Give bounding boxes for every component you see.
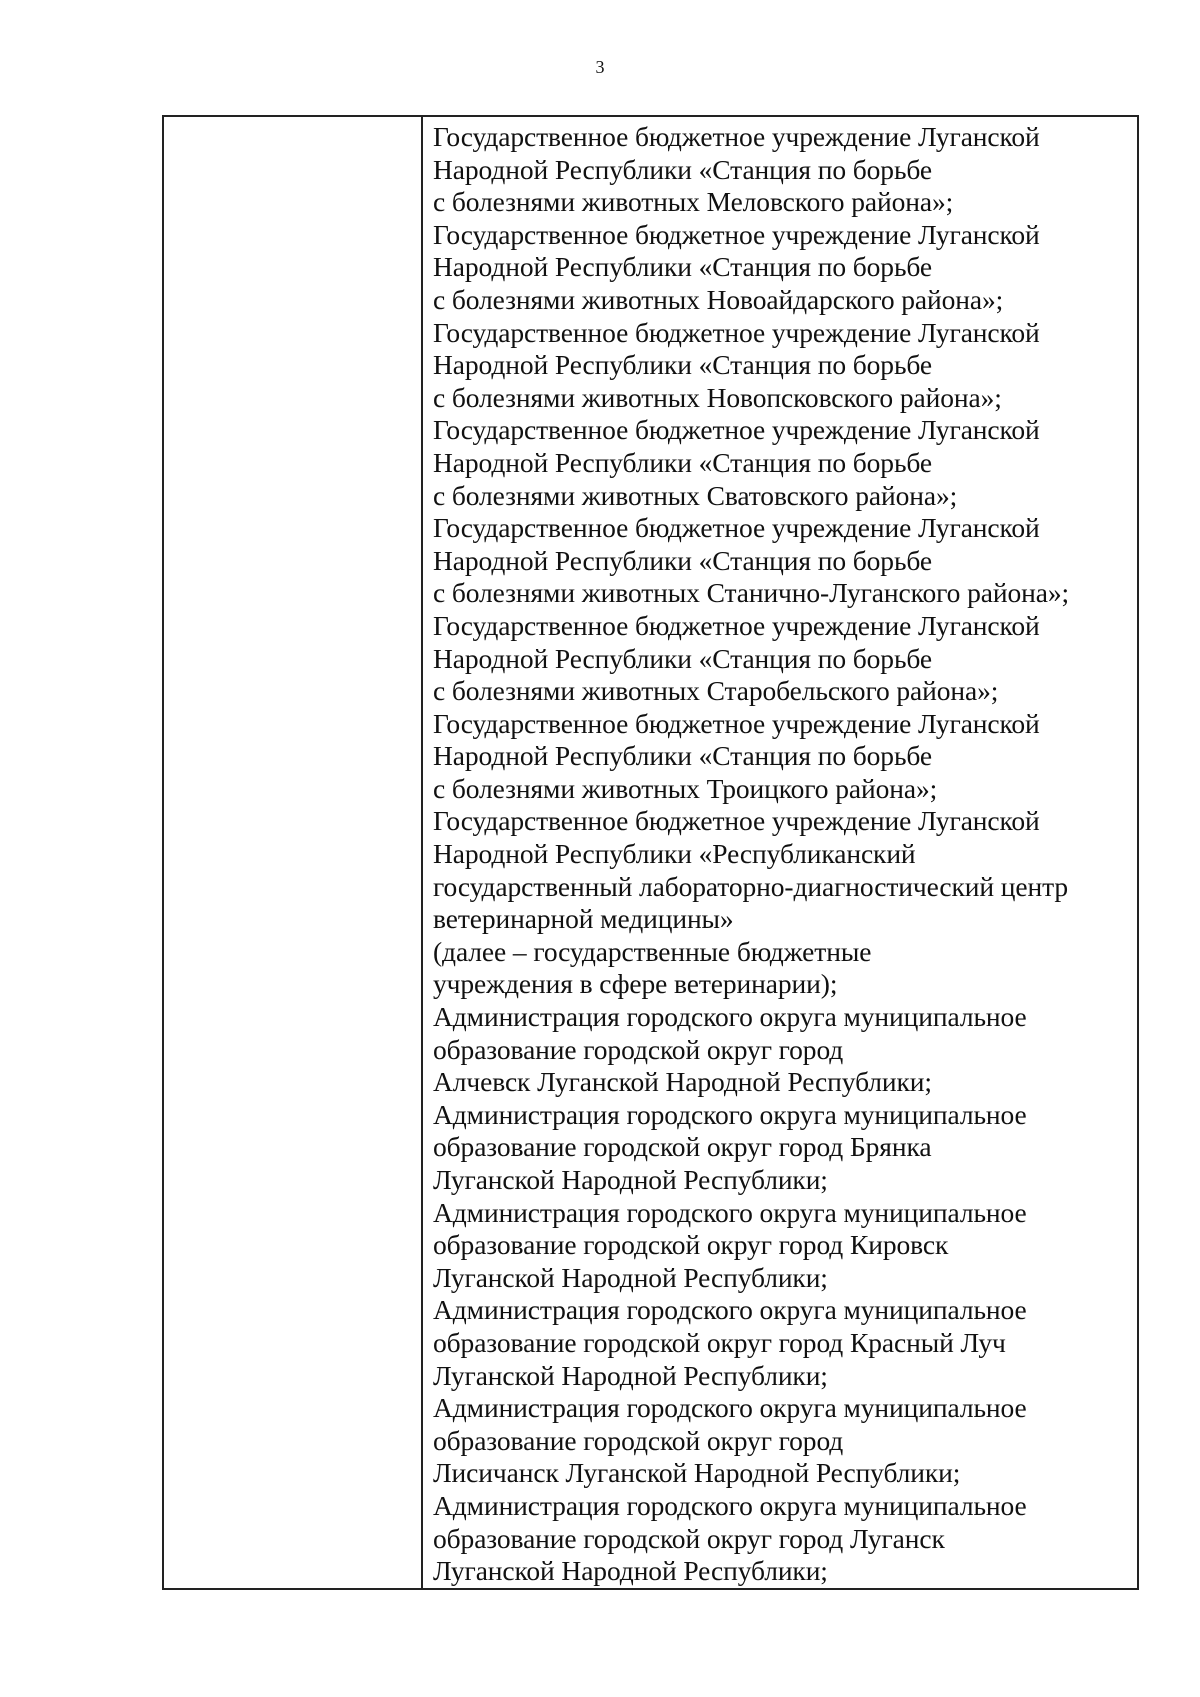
text-line: Государственное бюджетное учреждение Луганской xyxy=(433,512,1040,544)
text-line: образование городской округ город xyxy=(433,1033,844,1065)
text-line: Луганской Народной Республики; xyxy=(433,1164,828,1195)
text-line: Народной Республики «Станция по борьбе xyxy=(433,740,933,772)
text-line: образование городской округ город Кировск xyxy=(433,1229,949,1261)
text-line: Луганской Народной Республики; xyxy=(433,1555,828,1587)
text-line: с болезнями животных Троицкого района»; xyxy=(433,772,938,804)
text-line: Государственное бюджетное учреждение Луганской xyxy=(433,414,1040,446)
table-cell-left xyxy=(163,116,422,1589)
text-line: Народной Республики «Станция по борьбе xyxy=(433,153,933,185)
text-line: Народной Республики «Республиканский xyxy=(433,838,916,870)
text-line: (далее – государственные бюджетные xyxy=(433,935,872,967)
text-line: Администрация городского округа муниципальное xyxy=(433,1001,1027,1033)
text-line: образование городской округ город Красный Луч xyxy=(433,1326,1006,1358)
text-line: Государственное бюджетное учреждение Луганской xyxy=(433,121,1040,152)
text-line: Государственное бюджетное учреждение Луганской xyxy=(433,609,1040,641)
text-line: Луганской Народной Республики; xyxy=(433,1359,828,1391)
text-line: Администрация городского округа муниципальное xyxy=(433,1392,1027,1424)
text-line: образование городской округ город Брянка xyxy=(433,1131,932,1163)
text-line: Народной Республики «Станция по борьбе xyxy=(433,544,933,576)
text-line: с болезнями животных Старобельского района»; xyxy=(433,675,999,707)
text-line: Народной Республики «Станция по борьбе xyxy=(433,251,933,283)
text-line: ветеринарной медицины» xyxy=(433,903,734,935)
text-line: Государственное бюджетное учреждение Луганской xyxy=(433,316,1040,348)
text-line: с болезнями животных Сватовского района»; xyxy=(433,479,958,511)
text-line: Государственное бюджетное учреждение Луганской xyxy=(433,707,1040,739)
text-line: Народной Республики «Станция по борьбе xyxy=(433,349,933,381)
text-line: Лисичанск Луганской Народной Республики; xyxy=(433,1457,961,1489)
text-line: образование городской округ город Луганск xyxy=(433,1522,945,1554)
text-line: Народной Республики «Станция по борьбе xyxy=(433,446,933,478)
table-cell-right xyxy=(422,116,1138,1589)
text-line: Администрация городского округа муниципальное xyxy=(433,1196,1027,1228)
text-line: с болезнями животных Меловского района»; xyxy=(433,186,954,218)
text-line: с болезнями животных Новопсковского района»; xyxy=(433,381,1002,413)
text-line: Государственное бюджетное учреждение Луганской xyxy=(433,218,1040,250)
text-line: государственный лабораторно-диагностический центр xyxy=(433,870,1069,902)
text-line: Администрация городского округа муниципальное xyxy=(433,1098,1027,1130)
text-line: с болезнями животных Станично-Луганского района»; xyxy=(433,577,1070,609)
organization-list xyxy=(423,117,1137,1588)
text-line: с болезнями животных Новоайдарского района»; xyxy=(433,283,1004,315)
text-line: Алчевск Луганской Народной Республики; xyxy=(433,1066,932,1098)
text-line: Луганской Народной Республики; xyxy=(433,1261,828,1293)
document-table xyxy=(162,115,1139,1590)
text-line: Администрация городского округа муниципальное xyxy=(433,1489,1027,1521)
text-line: Государственное бюджетное учреждение Луганской xyxy=(433,805,1040,837)
page-number: 3 xyxy=(595,57,605,77)
text-line: учреждения в сфере ветеринарии); xyxy=(433,968,838,1000)
text-line: Народной Республики «Станция по борьбе xyxy=(433,642,933,674)
table-row xyxy=(163,116,1138,1589)
text-line: образование городской округ город xyxy=(433,1424,844,1456)
text-line: Администрация городского округа муниципальное xyxy=(433,1294,1027,1326)
